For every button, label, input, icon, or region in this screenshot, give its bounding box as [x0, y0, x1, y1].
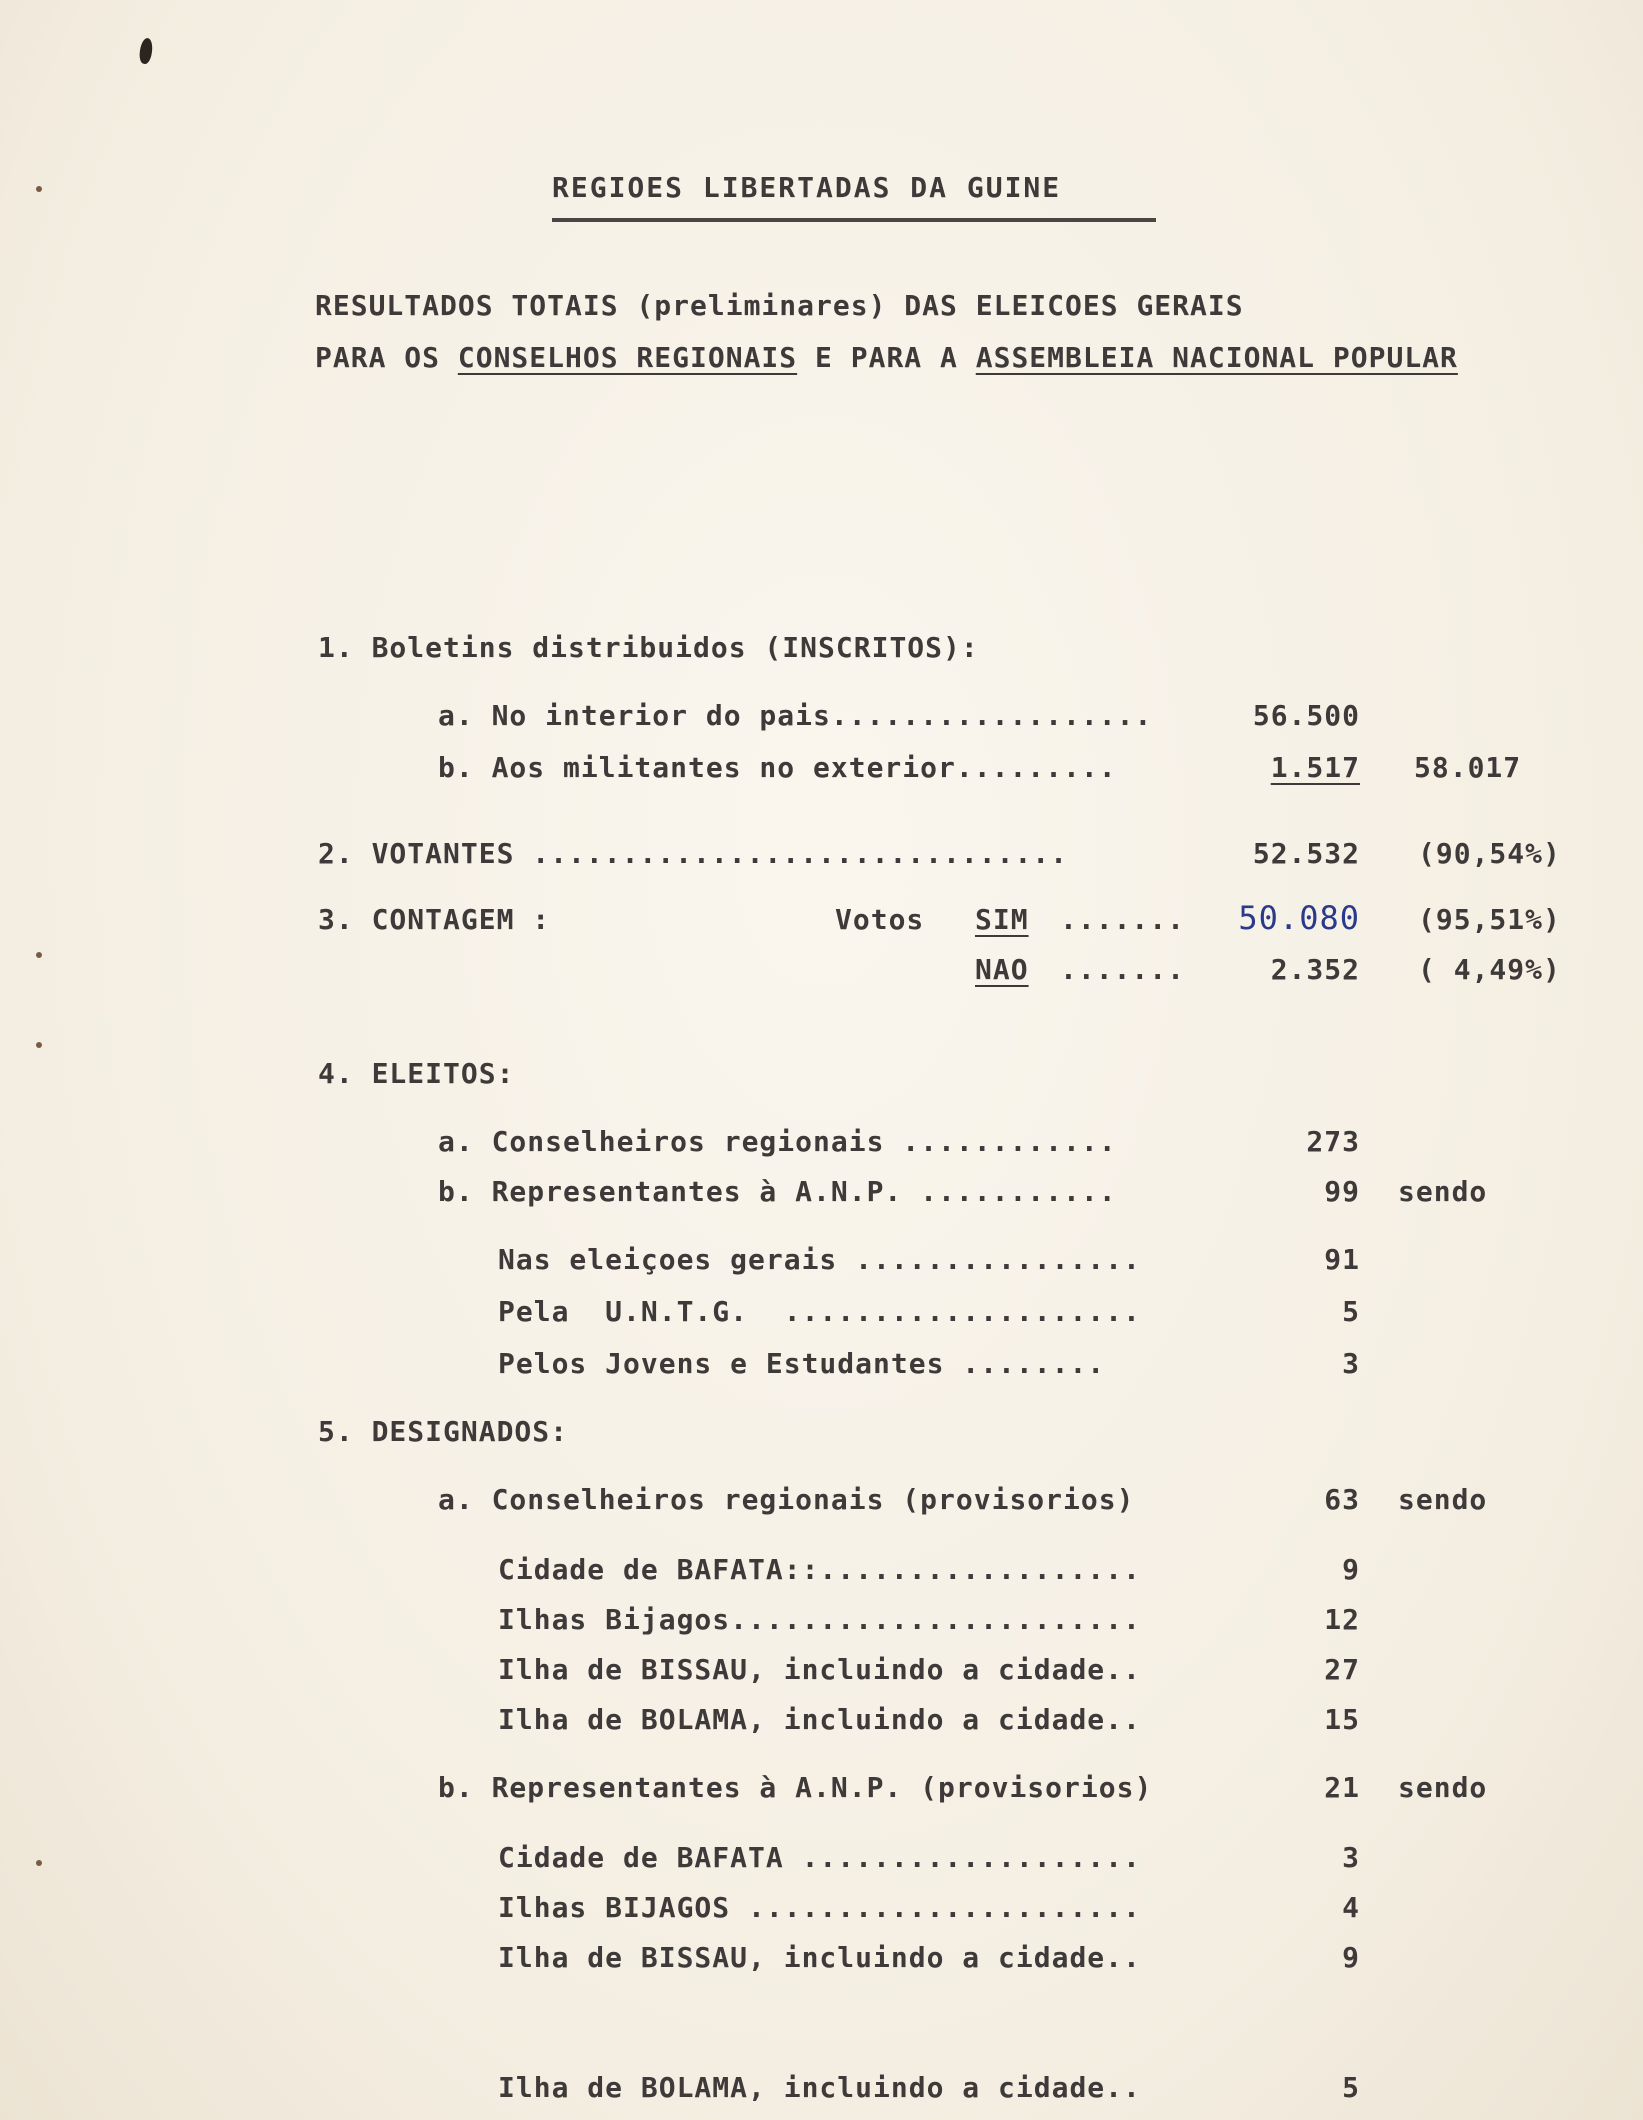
s1-a-value: 56.500 — [1252, 699, 1360, 732]
s2-percentage: (90,54%) — [1418, 837, 1561, 870]
subtitle-line-2 — [315, 340, 1458, 376]
s2-label: 2. VOTANTES .............................. — [318, 837, 1069, 870]
s4-a-value: 273 — [1306, 1125, 1360, 1158]
s3-sim-percentage: (95,51%) — [1418, 903, 1561, 936]
subtitle-prefix: PARA OS — [315, 341, 458, 374]
subtitle-conselhos: CONSELHOS REGIONAIS — [457, 341, 798, 374]
s5-b-note: sendo — [1398, 1771, 1488, 1804]
s5-a-value: 63 — [1324, 1483, 1360, 1516]
s4-sub-label: Nas eleiçoes gerais ................ — [498, 1243, 1141, 1276]
s5-a-label: a. Conselheiros regionais (provisorios) — [438, 1483, 1135, 1516]
s5-a-sub-value: 12 — [1324, 1603, 1360, 1636]
s3-nao-value: 2.352 — [1270, 953, 1360, 986]
s3-label: 3. CONTAGEM : — [318, 903, 551, 936]
punch-mark — [36, 1042, 42, 1048]
s4-a-label: a. Conselheiros regionais ............ — [438, 1125, 1117, 1158]
s5-b-sub-label: Ilha de BISSAU, incluindo a cidade.. — [498, 1941, 1141, 1974]
document-title: REGIOES LIBERTADAS DA GUINE — [552, 171, 1062, 204]
s4-b-label: b. Representantes à A.N.P. ........... — [438, 1175, 1117, 1208]
s5-a-sub-label: Cidade de BAFATA::.................. — [498, 1553, 1141, 1586]
s5-a-sub-value: 15 — [1324, 1703, 1360, 1736]
punch-mark — [36, 186, 42, 192]
s4-sub-value: 5 — [1342, 1295, 1360, 1328]
subtitle-line-1: RESULTADOS TOTAIS (preliminares) DAS ELEICOES GERAIS — [315, 289, 1244, 322]
punch-mark — [36, 952, 42, 958]
s4-sub-label: Pelos Jovens e Estudantes ........ — [498, 1347, 1106, 1380]
s3-nao-percentage: ( 4,49%) — [1418, 953, 1561, 986]
section-4-heading: 4. ELEITOS: — [318, 1057, 515, 1090]
s1-a-label: a. No interior do pais.................. — [438, 699, 1153, 732]
s5-b-value: 21 — [1324, 1771, 1360, 1804]
s3-sim-value: 50.080 — [1238, 899, 1360, 937]
s4-sub-value: 3 — [1342, 1347, 1360, 1380]
s5-a-sub-label: Ilha de BOLAMA, incluindo a cidade.. — [498, 1703, 1141, 1736]
s5-b-sub-value: 9 — [1342, 1941, 1360, 1974]
s5-a-note: sendo — [1398, 1483, 1488, 1516]
title-underline — [552, 218, 1156, 222]
s4-sub-value: 91 — [1324, 1243, 1360, 1276]
punch-mark — [36, 1860, 42, 1866]
s4-b-note: sendo — [1398, 1175, 1488, 1208]
s5-a-sub-value: 9 — [1342, 1553, 1360, 1586]
s5-b-last-value: 5 — [1342, 2071, 1360, 2104]
subtitle-assembleia: ASSEMBLEIA NACIONAL POPULAR — [975, 341, 1458, 374]
s5-b-sub-value: 3 — [1342, 1841, 1360, 1874]
s4-sub-label: Pela U.N.T.G. .................... — [498, 1295, 1141, 1328]
s5-a-sub-value: 27 — [1324, 1653, 1360, 1686]
s3-sim-label: SIM — [975, 903, 1029, 936]
section-5-heading: 5. DESIGNADOS: — [318, 1415, 569, 1448]
s1-b-label: b. Aos militantes no exterior......... — [438, 751, 1117, 784]
s3-nao-leader: ....... — [1060, 953, 1186, 986]
s5-b-sub-label: Ilhas BIJAGOS ...................... — [498, 1891, 1141, 1924]
s3-nao-label: NAO — [975, 953, 1029, 986]
s5-b-last-label: Ilha de BOLAMA, incluindo a cidade.. — [498, 2071, 1141, 2104]
s5-b-sub-label: Cidade de BAFATA ................... — [498, 1841, 1141, 1874]
ink-blot — [138, 37, 154, 64]
s1-b-value: 1.517 — [1270, 751, 1360, 784]
subtitle-mid: E PARA A — [797, 341, 976, 374]
s5-a-sub-label: Ilhas Bijagos....................... — [498, 1603, 1141, 1636]
s5-a-sub-label: Ilha de BISSAU, incluindo a cidade.. — [498, 1653, 1141, 1686]
s5-b-label: b. Representantes à A.N.P. (provisorios) — [438, 1771, 1153, 1804]
section-1-heading: 1. Boletins distribuidos (INSCRITOS): — [318, 631, 979, 664]
s3-votos: Votos — [835, 903, 925, 936]
s1-total: 58.017 — [1414, 751, 1522, 784]
s2-value: 52.532 — [1252, 837, 1360, 870]
s4-b-value: 99 — [1324, 1175, 1360, 1208]
s3-sim-leader: ....... — [1060, 903, 1186, 936]
s5-b-sub-value: 4 — [1342, 1891, 1360, 1924]
